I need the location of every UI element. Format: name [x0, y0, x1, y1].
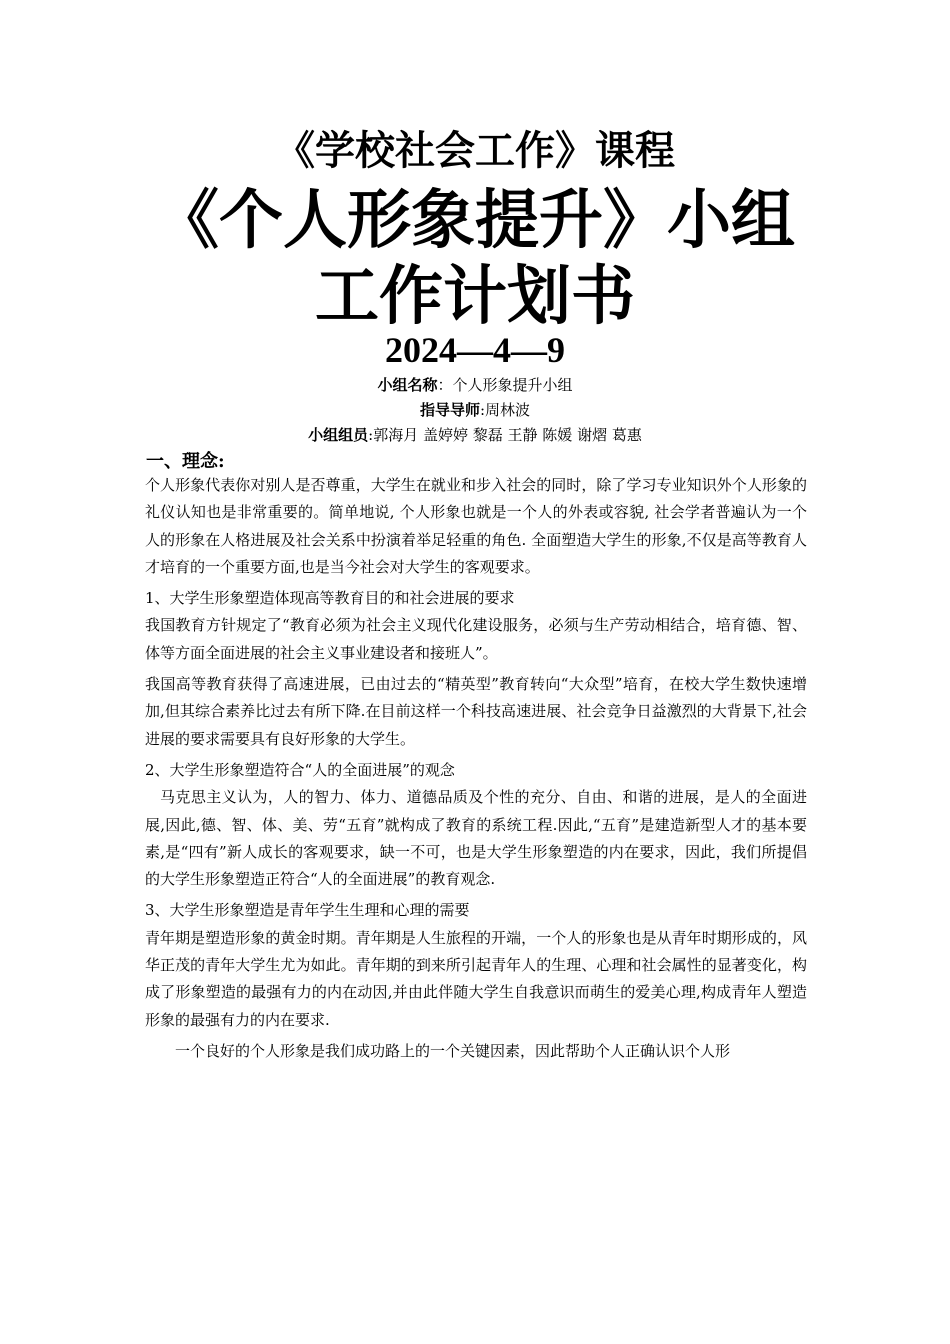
paragraph: 我国教育方针规定了“教育必须为社会主义现代化建设服务，必须与生产劳动相结合，培育德、智、体等方面全面进展的社会主义事业建设者和接班人”。	[145, 616, 807, 662]
plan-title: 《个人形象提升》小组工作计划书	[155, 183, 795, 334]
advisor-line	[0, 399, 950, 421]
paragraph: 我国高等教育获得了高速进展，已由过去的“精英型”教育转向“大众型”培育，在校大学生数快速增加,但其综合素养比过去有所下降.在目前这样一个科技高速进展、社会竞争日益激烈的大背景下,社会进展的要求需要具有良好形象的大学生。	[145, 675, 807, 748]
paragraph: 青年期是塑造形象的黄金时期。青年期是人生旅程的开端，一个人的形象也是从青年时期形成的，风华正茂的青年大学生尤为如此。青年期的到来所引起青年人的生理、心理和社会属性的显著变化，构成了形象塑造的最强有力的内在动因,并由此伴随大学生自我意识而萌生的爱美心理,构成青年人塑造形象的最强有力的内在要求.	[145, 928, 807, 1029]
paragraph: 马克思主义认为，人的智力、体力、道德品质及个性的充分、自由、和谐的进展，是人的全面进展,因此,德、智、体、美、劳“五育”就构成了教育的系统工程.因此,“五育”是建造新型人才的基本要素,是“四有”新人成长的客观要求，缺一不可，也是大学生形象塑造的内在要求，因此，我们所提倡的大学生形象塑造正符合“人的全面进展”的教育观念.	[145, 788, 807, 889]
group-name-line	[0, 374, 950, 396]
group-name-value: ：个人形象提升小组	[437, 376, 573, 394]
document-date: 2024—4—9	[385, 330, 565, 370]
advisor-value: :周林波	[479, 401, 531, 419]
paragraph: 个人形象代表你对别人是否尊重，大学生在就业和步入社会的同时，除了学习专业知识外个人形象的礼仪认知也是非常重要的。简单地说, 个人形象也就是一个人的外表或容貌, 社会学者普遍认为一个人的形象在人格进展及社会关系中扮演着举足轻重的角色. 全面塑造大学生的形象,不仅是高等教育人才培育的一个重要方面,也是当今社会对大学生的客观要求。	[145, 476, 807, 576]
subheading: 2、大学生形象塑造符合“人的全面进展”的观念	[145, 760, 455, 779]
course-title: 《学校社会工作》课程	[275, 127, 675, 174]
members-label: 小组组员	[308, 426, 369, 444]
section-body	[145, 472, 807, 1065]
subheading: 3、大学生形象塑造是青年学生生理和心理的需要	[145, 901, 470, 920]
group-name-label: 小组名称	[377, 376, 438, 394]
members-value: :郭海月 盖婷婷 黎磊 王静 陈媛 谢熠 葛惠	[368, 426, 642, 444]
advisor-label: 指导导师	[419, 401, 480, 419]
subheading: 1、大学生形象塑造体现高等教育目的和社会进展的要求	[145, 589, 515, 608]
members-line	[0, 424, 950, 446]
paragraph: 一个良好的个人形象是我们成功路上的一个关键因素，因此帮助个人正确认识个人形	[175, 1041, 731, 1060]
section-heading: 一、理念:	[146, 451, 225, 472]
